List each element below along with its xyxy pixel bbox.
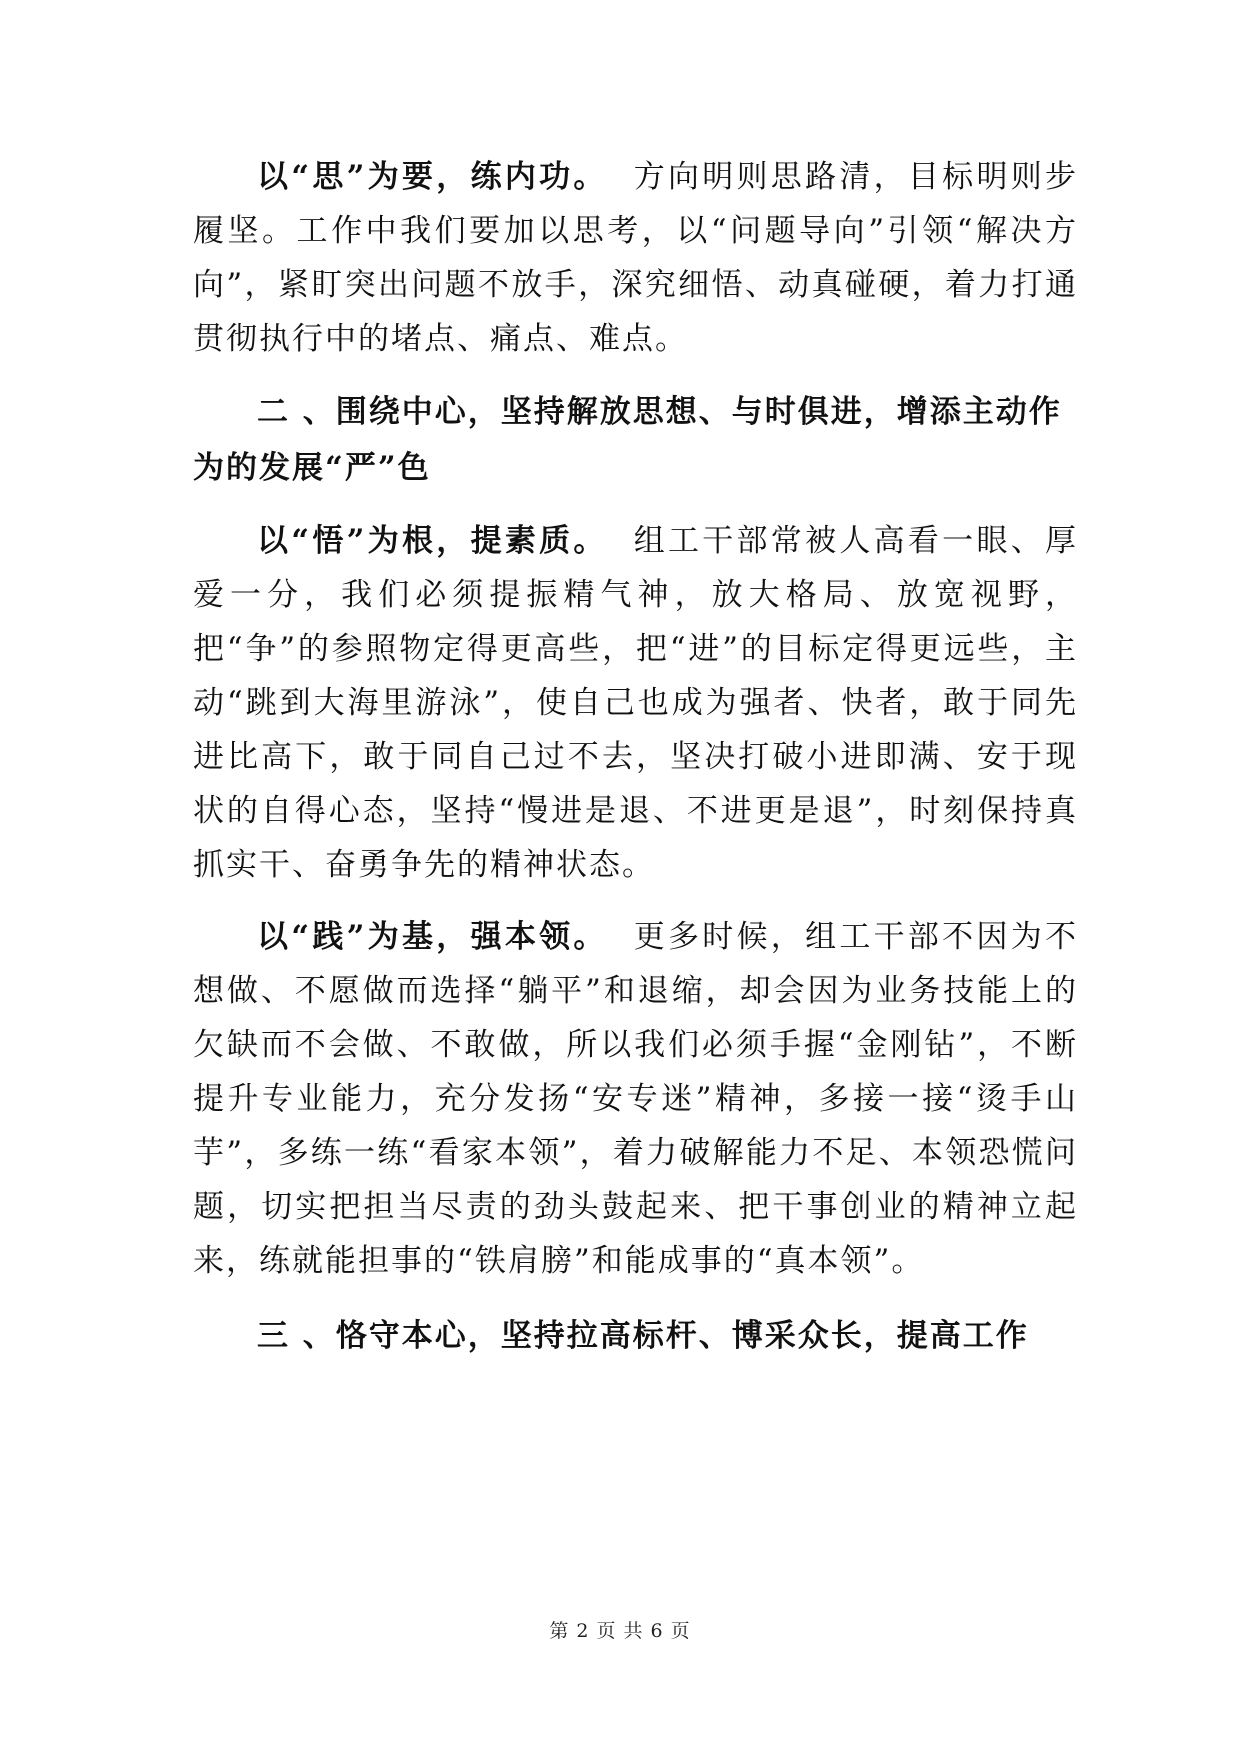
- section-heading-three: 三 、恪守本心，坚持拉高标杆、博采众长，提高工作: [257, 1318, 1029, 1354]
- paragraph-lead: 以“思”为要，练内功。: [257, 159, 608, 195]
- section-heading-two: 二 、围绕中心，坚持解放思想、与时俱进，增添主动作为的发展“严”色: [193, 394, 1062, 486]
- page-number-footer: 第 2 页 共 6 页: [549, 1620, 691, 1642]
- paragraph-text: 方向明则思路清，目标明则步履坚。工作中我们要加以思考，以“问题导向”引领“解决方向”，紧盯突出问题不放手，深究细悟、动真碰硬，着力打通贯彻执行中的堵点、痛点、难点。: [193, 159, 1079, 357]
- paragraph-lead: 以“悟”为根，提素质。: [257, 523, 608, 559]
- paragraph-think: [193, 150, 1078, 366]
- paragraph-text: 更多时候，组工干部不因为不想做、不愿做而选择“躺平”和退缩，却会因为业务技能上的欠缺而不会做、不敢做，所以我们必须手握“金刚钻”，不断提升专业能力，充分发扬“安专迷”精神，多接一接“烫手山芋”，多练一练“看家本领”，着力破解能力不足、本领恐慌问题，切实把担当尽责的劲头鼓起来、把干事创业的精神立起来，练就能担事的“铁肩膀”和能成事的“真本领”。: [193, 919, 1079, 1279]
- document-body: [193, 150, 1078, 1364]
- paragraph-lead: 以“践”为基，强本领。: [257, 919, 608, 955]
- paragraph-practice: [193, 910, 1078, 1288]
- paragraph-realize: [193, 514, 1078, 892]
- paragraph-text: 组工干部常被人高看一眼、厚爱一分，我们必须提振精气神，放大格局、放宽视野，把“争”的参照物定得更高些，把“进”的目标定得更远些，主动“跳到大海里游泳”，使自己也成为强者、快者，敢于同先进比高下，敢于同自己过不去，坚决打破小进即满、安于现状的自得心态，坚持“慢进是退、不进更是退”，时刻保持真抓实干、奋勇争先的精神状态。: [193, 523, 1079, 883]
